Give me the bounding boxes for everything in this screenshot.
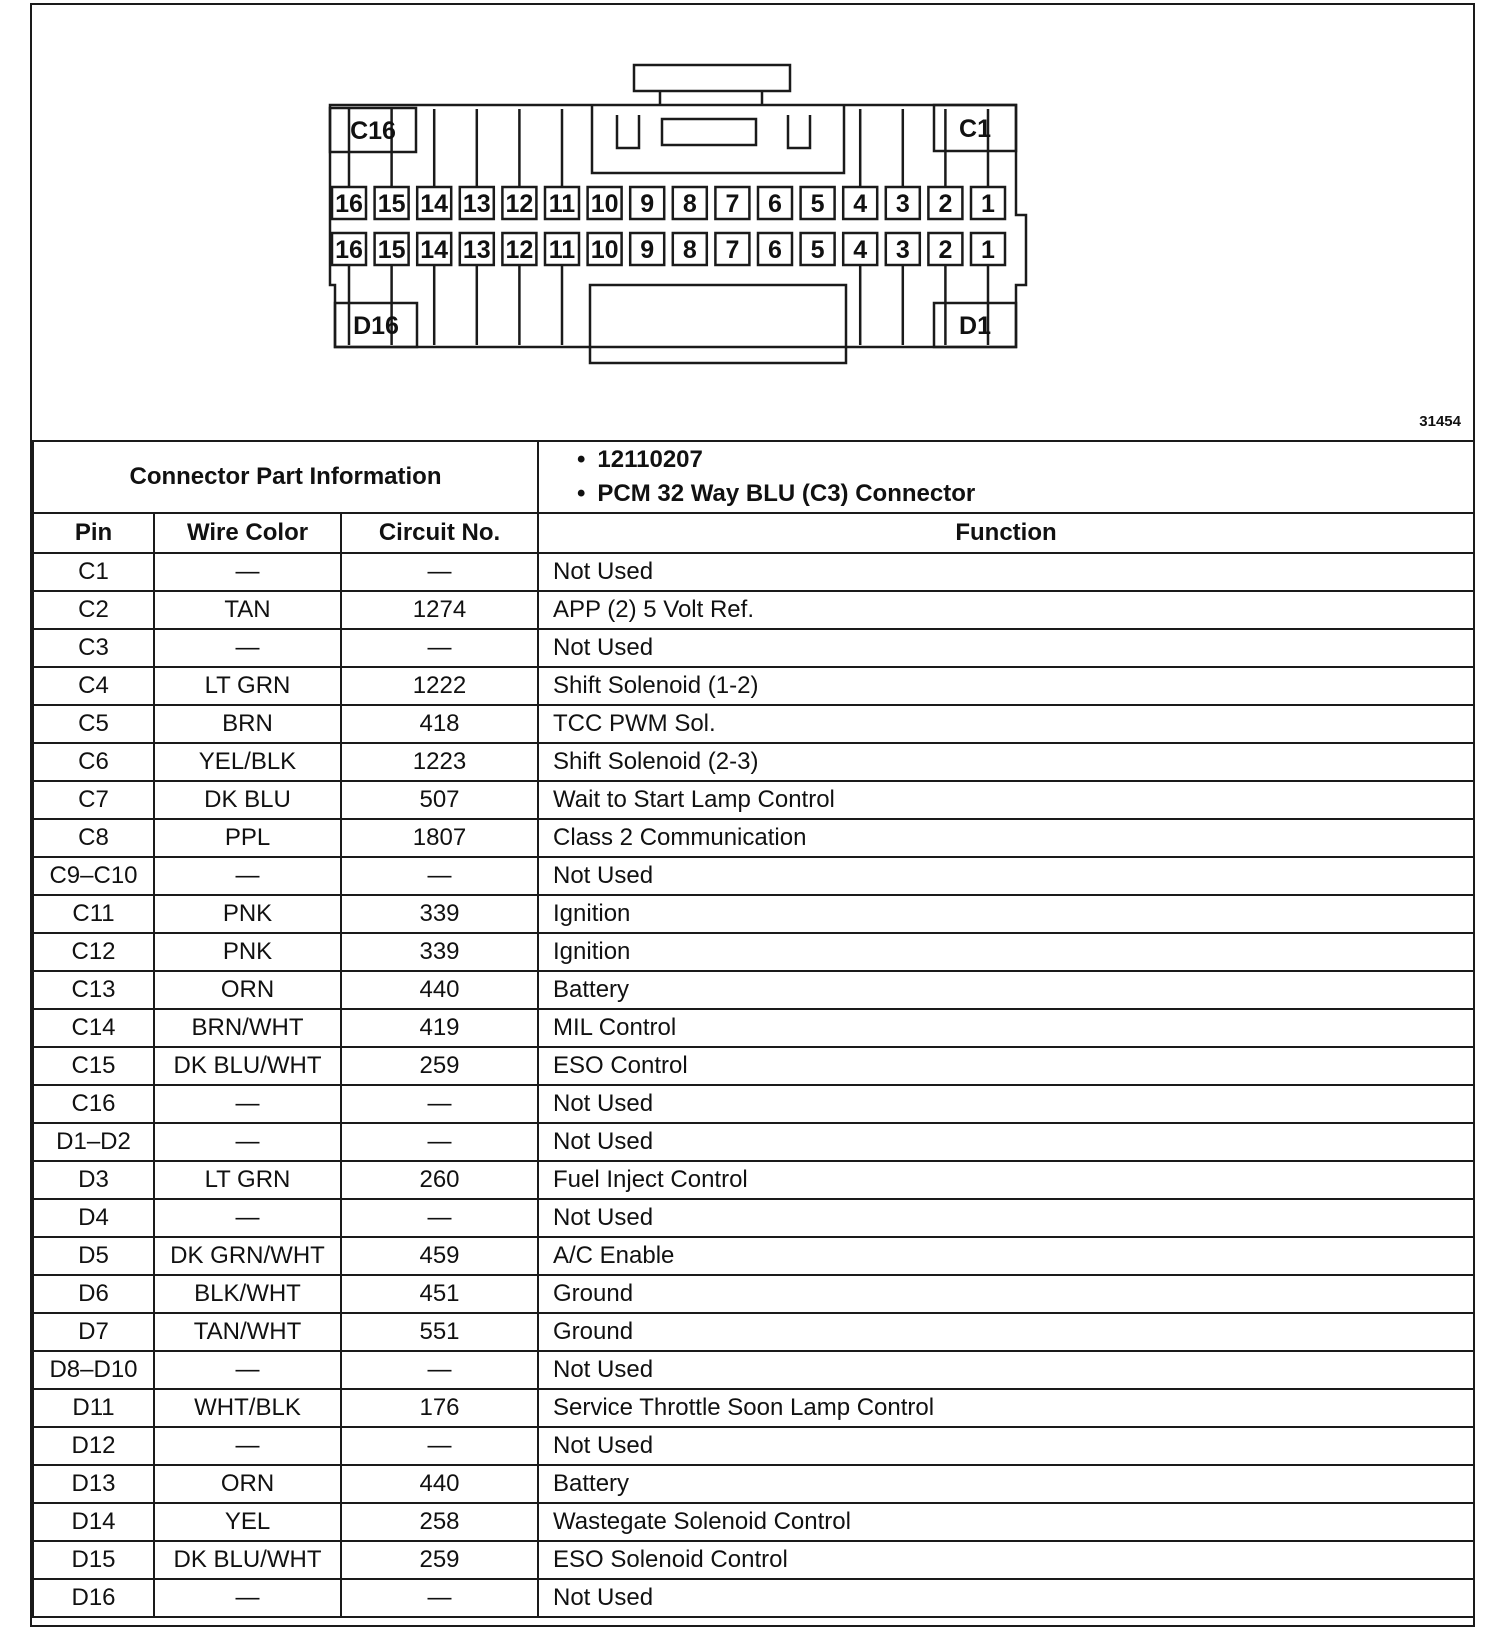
d-row-pin-number: 4 <box>853 236 868 264</box>
pin-cell: D3 <box>33 1161 154 1199</box>
lower-recess <box>590 285 846 363</box>
wire-color-cell: DK BLU/WHT <box>154 1541 341 1579</box>
function-cell: Shift Solenoid (1-2) <box>538 667 1474 705</box>
pin-cell: D8–D10 <box>33 1351 154 1389</box>
function-cell: Ground <box>538 1313 1474 1351</box>
d-row-pin-number: 10 <box>590 236 619 264</box>
table-row <box>33 1199 1474 1237</box>
wire-color-cell: LT GRN <box>154 1161 341 1199</box>
circuit-cell: 339 <box>341 895 538 933</box>
d-row-pin-number: 12 <box>505 236 534 264</box>
table-row <box>33 1009 1474 1047</box>
table-row <box>33 1465 1474 1503</box>
table-row <box>33 629 1474 667</box>
circuit-cell: 1223 <box>341 743 538 781</box>
circuit-cell: 440 <box>341 971 538 1009</box>
wire-color-cell: ORN <box>154 1465 341 1503</box>
wire-color-cell: PNK <box>154 933 341 971</box>
table-row <box>33 1275 1474 1313</box>
circuit-cell: — <box>341 1199 538 1237</box>
c-row-pin-number: 11 <box>548 190 576 218</box>
wire-color-cell: BRN/WHT <box>154 1009 341 1047</box>
table-row <box>33 1579 1474 1617</box>
d16-label: D16 <box>353 312 399 340</box>
circuit-cell: 176 <box>341 1389 538 1427</box>
circuit-cell: 459 <box>341 1237 538 1275</box>
c-row-pin-number: 4 <box>853 190 868 218</box>
wire-color-cell: YEL <box>154 1503 341 1541</box>
table-row <box>33 1389 1474 1427</box>
pin-cell: C9–C10 <box>33 857 154 895</box>
c-row-pin-number: 7 <box>725 190 740 218</box>
table-row <box>33 591 1474 629</box>
wire-color-cell: — <box>154 1123 341 1161</box>
wire-color-cell: BLK/WHT <box>154 1275 341 1313</box>
circuit-cell: — <box>341 1427 538 1465</box>
function-cell: Not Used <box>538 857 1474 895</box>
function-cell: Shift Solenoid (2-3) <box>538 743 1474 781</box>
d-row-pin-number: 3 <box>895 236 910 264</box>
function-cell: Ground <box>538 1275 1474 1313</box>
wire-color-cell: DK BLU/WHT <box>154 1047 341 1085</box>
wire-color-cell: DK BLU <box>154 781 341 819</box>
c-row-pin-number: 6 <box>768 190 782 218</box>
table-row <box>33 781 1474 819</box>
circuit-cell: 440 <box>341 1465 538 1503</box>
header-row <box>33 513 1474 553</box>
wire-color-cell: ORN <box>154 971 341 1009</box>
figure-number: 31454 <box>1419 413 1461 430</box>
d-row-pin-number: 5 <box>810 236 825 264</box>
wire-color-cell: — <box>154 1579 341 1617</box>
pin-cell: C15 <box>33 1047 154 1085</box>
pin-cell: C1 <box>33 553 154 591</box>
d-row-pin-number: 2 <box>938 236 953 264</box>
pin-cell: D12 <box>33 1427 154 1465</box>
pin-cell: C14 <box>33 1009 154 1047</box>
wire-color-cell: — <box>154 857 341 895</box>
table-row <box>33 1351 1474 1389</box>
connector-info-row <box>33 441 1474 513</box>
function-cell: Not Used <box>538 1199 1474 1237</box>
wire-color-cell: TAN <box>154 591 341 629</box>
function-cell: Class 2 Communication <box>538 819 1474 857</box>
part-number: • 12110207 <box>577 443 1473 477</box>
d-row-pin-number: 8 <box>682 236 697 264</box>
table-row <box>33 1237 1474 1275</box>
key-slot <box>662 119 756 145</box>
table-row <box>33 971 1474 1009</box>
connector-diagram <box>32 5 1473 440</box>
wire-color-cell: PNK <box>154 895 341 933</box>
table-row <box>33 857 1474 895</box>
wire-color-cell: BRN <box>154 705 341 743</box>
pin-cell: D11 <box>33 1389 154 1427</box>
d-row-pin-number: 14 <box>420 236 449 264</box>
wire-color-cell: — <box>154 629 341 667</box>
pin-cell: C6 <box>33 743 154 781</box>
pin-cell: C8 <box>33 819 154 857</box>
function-cell: Not Used <box>538 1085 1474 1123</box>
function-cell: Ignition <box>538 933 1474 971</box>
c-row-pin-number: 16 <box>335 190 363 218</box>
wire-color-cell: — <box>154 1085 341 1123</box>
table-row <box>33 667 1474 705</box>
d-row-pin-number: 16 <box>335 236 363 264</box>
header-wire-color: Wire Color <box>154 513 341 553</box>
wire-color-cell: WHT/BLK <box>154 1389 341 1427</box>
function-cell: Not Used <box>538 1579 1474 1617</box>
d-row-pin-number: 15 <box>377 236 406 264</box>
circuit-cell: 1807 <box>341 819 538 857</box>
table-row <box>33 1427 1474 1465</box>
c-row-pin-number: 15 <box>377 190 406 218</box>
c-row-pin-number: 8 <box>682 190 697 218</box>
function-cell: Battery <box>538 971 1474 1009</box>
connector-info-label: Connector Part Information <box>33 441 538 513</box>
wire-color-cell: DK GRN/WHT <box>154 1237 341 1275</box>
circuit-cell: 259 <box>341 1047 538 1085</box>
function-cell: Not Used <box>538 553 1474 591</box>
wire-color-cell: — <box>154 1351 341 1389</box>
c1-label: C1 <box>959 115 991 143</box>
function-cell: Not Used <box>538 629 1474 667</box>
header-function: Function <box>538 513 1474 553</box>
wire-color-cell: — <box>154 553 341 591</box>
pin-cell: D15 <box>33 1541 154 1579</box>
pin-cell: D16 <box>33 1579 154 1617</box>
circuit-cell: 260 <box>341 1161 538 1199</box>
d-row-pin-number: 9 <box>640 236 655 264</box>
pin-cell: D14 <box>33 1503 154 1541</box>
header-circuit: Circuit No. <box>341 513 538 553</box>
table-row <box>33 895 1474 933</box>
c-row-pin-number: 12 <box>505 190 534 218</box>
pin-cell: D1–D2 <box>33 1123 154 1161</box>
pin-cell: C16 <box>33 1085 154 1123</box>
c-row-pin-number: 10 <box>590 190 619 218</box>
function-cell: MIL Control <box>538 1009 1474 1047</box>
table-row <box>33 705 1474 743</box>
circuit-cell: — <box>341 1351 538 1389</box>
table-row <box>33 1161 1474 1199</box>
circuit-cell: 258 <box>341 1503 538 1541</box>
function-cell: ESO Control <box>538 1047 1474 1085</box>
pin-cell: C13 <box>33 971 154 1009</box>
table-row <box>33 1503 1474 1541</box>
d-row-pin-number: 6 <box>768 236 782 264</box>
c16-label: C16 <box>350 117 396 145</box>
c-row-pin-number: 3 <box>895 190 910 218</box>
connector-face-drawing <box>32 5 1473 440</box>
table-row <box>33 1123 1474 1161</box>
circuit-cell: — <box>341 1123 538 1161</box>
circuit-cell: 259 <box>341 1541 538 1579</box>
function-cell: APP (2) 5 Volt Ref. <box>538 591 1474 629</box>
table-row <box>33 1047 1474 1085</box>
table-row <box>33 553 1474 591</box>
function-cell: Service Throttle Soon Lamp Control <box>538 1389 1474 1427</box>
circuit-cell: — <box>341 553 538 591</box>
d-row-pin-number: 11 <box>548 236 576 264</box>
c-row-pin-number: 1 <box>981 190 995 218</box>
circuit-cell: — <box>341 1085 538 1123</box>
table-row <box>33 933 1474 971</box>
pin-cell: D4 <box>33 1199 154 1237</box>
c-row-pin-number: 14 <box>420 190 449 218</box>
function-cell: Not Used <box>538 1351 1474 1389</box>
wire-color-cell: — <box>154 1199 341 1237</box>
pinout-table <box>32 440 1475 1618</box>
pin-cell: D5 <box>33 1237 154 1275</box>
connector-sheet <box>30 3 1475 1627</box>
circuit-cell: 551 <box>341 1313 538 1351</box>
circuit-cell: 1222 <box>341 667 538 705</box>
wire-color-cell: TAN/WHT <box>154 1313 341 1351</box>
circuit-cell: 418 <box>341 705 538 743</box>
function-cell: Fuel Inject Control <box>538 1161 1474 1199</box>
d-row-pin-number: 13 <box>462 236 491 264</box>
table-row <box>33 1085 1474 1123</box>
c-row-pin-number: 2 <box>938 190 953 218</box>
table-row <box>33 743 1474 781</box>
circuit-cell: 339 <box>341 933 538 971</box>
function-cell: Not Used <box>538 1123 1474 1161</box>
function-cell: ESO Solenoid Control <box>538 1541 1474 1579</box>
pin-cell: C11 <box>33 895 154 933</box>
pin-cell: D13 <box>33 1465 154 1503</box>
circuit-cell: 451 <box>341 1275 538 1313</box>
circuit-cell: 1274 <box>341 591 538 629</box>
c-row-pin-number: 9 <box>640 190 655 218</box>
function-cell: Ignition <box>538 895 1474 933</box>
pin-cell: C4 <box>33 667 154 705</box>
upper-recess <box>592 105 844 173</box>
header-pin: Pin <box>33 513 154 553</box>
d-row-pin-number: 1 <box>981 236 995 264</box>
function-cell: A/C Enable <box>538 1237 1474 1275</box>
pin-cell: C3 <box>33 629 154 667</box>
connector-latch <box>634 65 790 91</box>
wire-color-cell: PPL <box>154 819 341 857</box>
pin-cell: C5 <box>33 705 154 743</box>
circuit-cell: — <box>341 1579 538 1617</box>
table-row <box>33 1541 1474 1579</box>
table-row <box>33 1313 1474 1351</box>
pin-cell: C7 <box>33 781 154 819</box>
d-row-pin-number: 7 <box>725 236 740 264</box>
function-cell: Battery <box>538 1465 1474 1503</box>
function-cell: Not Used <box>538 1427 1474 1465</box>
circuit-cell: — <box>341 857 538 895</box>
c-row-pin-number: 13 <box>462 190 491 218</box>
pin-cell: C12 <box>33 933 154 971</box>
connector-info-details <box>538 441 1474 513</box>
function-cell: TCC PWM Sol. <box>538 705 1474 743</box>
wire-color-cell: — <box>154 1427 341 1465</box>
function-cell: Wait to Start Lamp Control <box>538 781 1474 819</box>
circuit-cell: 419 <box>341 1009 538 1047</box>
table-row <box>33 819 1474 857</box>
function-cell: Wastegate Solenoid Control <box>538 1503 1474 1541</box>
connector-description: • PCM 32 Way BLU (C3) Connector <box>577 477 1473 511</box>
circuit-cell: 507 <box>341 781 538 819</box>
pin-cell: D7 <box>33 1313 154 1351</box>
wire-color-cell: YEL/BLK <box>154 743 341 781</box>
d1-label: D1 <box>959 312 991 340</box>
pin-cell: C2 <box>33 591 154 629</box>
circuit-cell: — <box>341 629 538 667</box>
wire-color-cell: LT GRN <box>154 667 341 705</box>
c-row-pin-number: 5 <box>810 190 825 218</box>
pin-cell: D6 <box>33 1275 154 1313</box>
